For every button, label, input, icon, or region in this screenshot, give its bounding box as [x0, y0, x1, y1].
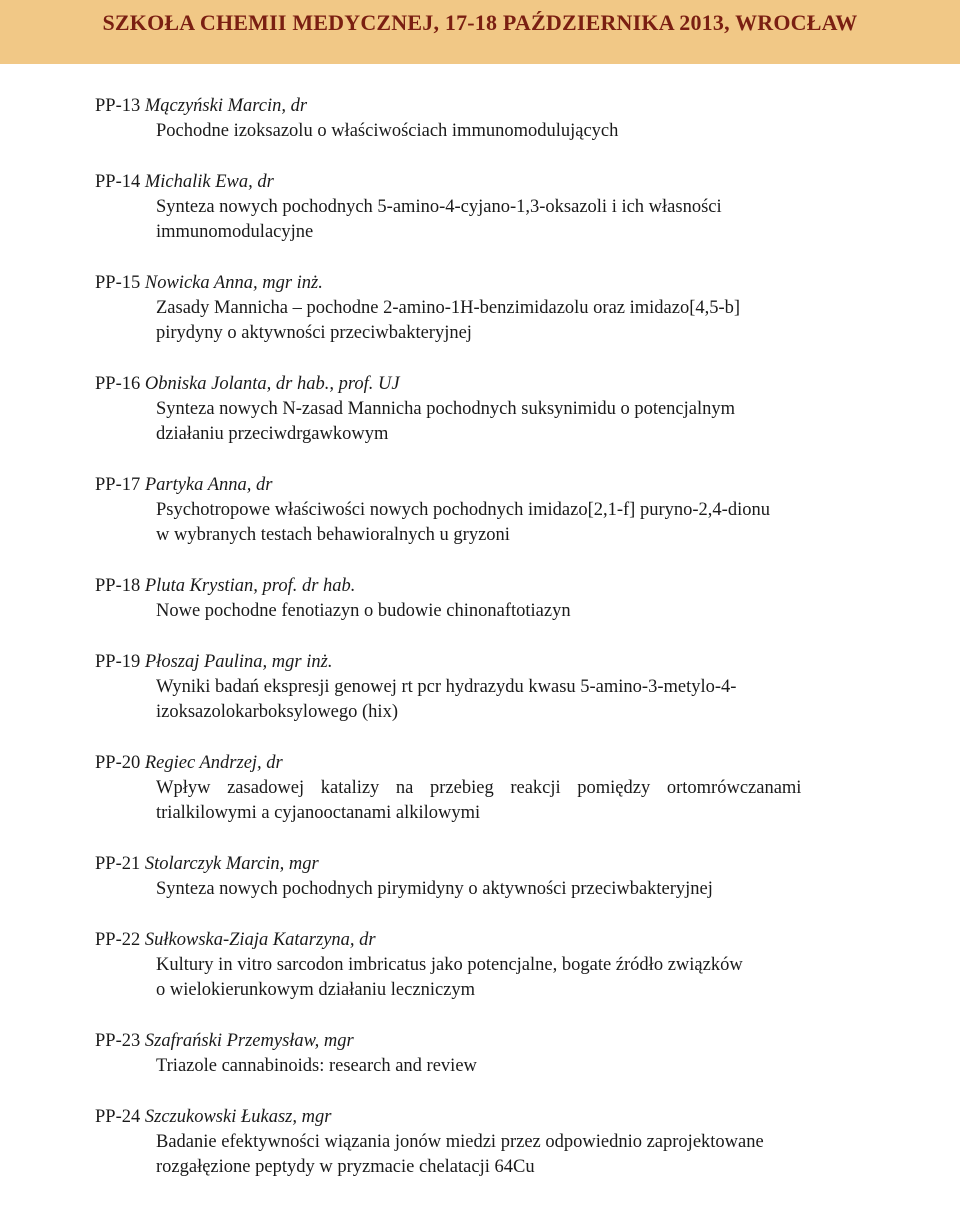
entry-code: PP-18 — [95, 576, 141, 596]
entry-author: Partyka Anna, dr — [144, 475, 273, 495]
entry-title-line: Wpływ zasadowej katalizy na przebieg reakcji pomiędzy ortomrówczanami — [156, 778, 802, 798]
entry-author: Szafrański Przemysław, mgr — [144, 1031, 354, 1051]
entry-code: PP-15 — [95, 273, 141, 293]
entry-title-line: o wielokierunkowym działaniu leczniczym — [156, 980, 476, 1000]
list-item — [95, 1029, 885, 1079]
page-title: SZKOŁA CHEMII MEDYCZNEJ, 17-18 PAŹDZIERNIKA 2013, WROCŁAW — [102, 10, 858, 35]
entry-title-line: immunomodulacyjne — [156, 222, 314, 242]
entry-title — [156, 599, 885, 624]
entry-title — [156, 877, 885, 902]
entry-title-line: Synteza nowych N-zasad Mannicha pochodnych suksynimidu o potencjalnym — [156, 399, 736, 419]
entry-title-line: rozgałęzione peptydy w pryzmacie chelatacji 64Cu — [156, 1157, 535, 1177]
entry-code: PP-16 — [95, 374, 141, 394]
entry-title — [156, 1054, 885, 1079]
entry-title — [156, 498, 885, 548]
entry-author: Nowicka Anna, mgr inż. — [144, 273, 323, 293]
entry-title — [156, 675, 885, 725]
entry-author: Sułkowska-Ziaja Katarzyna, dr — [144, 930, 376, 950]
list-item — [95, 372, 885, 447]
list-item — [95, 1105, 885, 1180]
entry-title-line: Nowe pochodne fenotiazyn o budowie chinonaftotiazyn — [156, 601, 571, 621]
entry-title — [156, 397, 885, 447]
entry-author: Michalik Ewa, dr — [144, 172, 274, 192]
entry-code: PP-23 — [95, 1031, 141, 1051]
entry-code: PP-21 — [95, 854, 141, 874]
entry-title-line: trialkilowymi a cyjanooctanami alkilowymi — [156, 803, 481, 823]
entry-title-line: działaniu przeciwdrgawkowym — [156, 424, 389, 444]
list-item — [95, 852, 885, 902]
list-item — [95, 751, 885, 826]
entry-title-line: pirydyny o aktywności przeciwbakteryjnej — [156, 323, 472, 343]
entry-title — [156, 1130, 885, 1180]
entry-title-line: Kultury in vitro sarcodon imbricatus jako potencjalne, bogate źródło związków — [156, 955, 743, 975]
entry-title-line: Badanie efektywności wiązania jonów miedzi przez odpowiednio zaprojektowane — [156, 1132, 764, 1152]
abstract-list — [95, 94, 885, 1206]
entry-title-line: w wybranych testach behawioralnych u gryzoni — [156, 525, 510, 545]
entry-title-line: izoksazolokarboksylowego (hix) — [156, 702, 398, 722]
entry-title-line: Psychotropowe właściwości nowych pochodnych imidazo[2,1-f] puryno-2,4-dionu — [156, 500, 770, 520]
list-item — [95, 473, 885, 548]
entry-code: PP-13 — [95, 96, 141, 116]
entry-title-line: Triazole cannabinoids: research and review — [156, 1056, 477, 1076]
header-banner — [0, 0, 960, 64]
entry-title — [156, 119, 885, 144]
list-item — [95, 928, 885, 1003]
entry-title-line: Pochodne izoksazolu o właściwościach immunomodulujących — [156, 121, 619, 141]
entry-author: Regiec Andrzej, dr — [144, 753, 283, 773]
entry-code: PP-24 — [95, 1107, 141, 1127]
entry-code: PP-20 — [95, 753, 141, 773]
entry-title-line: Zasady Mannicha – pochodne 2-amino-1H-benzimidazolu oraz imidazo[4,5-b] — [156, 298, 741, 318]
list-item — [95, 271, 885, 346]
entry-title — [156, 776, 885, 826]
entry-title-line: Wyniki badań ekspresji genowej rt pcr hydrazydu kwasu 5-amino-3-metylo-4- — [156, 677, 737, 697]
entry-author: Obniska Jolanta, dr hab., prof. UJ — [144, 374, 400, 394]
entry-author: Szczukowski Łukasz, mgr — [144, 1107, 332, 1127]
entry-title — [156, 296, 885, 346]
list-item — [95, 650, 885, 725]
entry-author: Płoszaj Paulina, mgr inż. — [144, 652, 333, 672]
entry-author: Pluta Krystian, prof. dr hab. — [144, 576, 356, 596]
entry-code: PP-22 — [95, 930, 141, 950]
entry-code: PP-14 — [95, 172, 141, 192]
entry-title — [156, 953, 885, 1003]
entry-author: Stolarczyk Marcin, mgr — [144, 854, 319, 874]
list-item — [95, 574, 885, 624]
entry-title-line: Synteza nowych pochodnych 5-amino-4-cyjano-1,3-oksazoli i ich własności — [156, 197, 722, 217]
list-item — [95, 94, 885, 144]
entry-code: PP-17 — [95, 475, 141, 495]
list-item — [95, 170, 885, 245]
entry-code: PP-19 — [95, 652, 141, 672]
entry-title-line: Synteza nowych pochodnych pirymidyny o aktywności przeciwbakteryjnej — [156, 879, 713, 899]
entry-title — [156, 195, 885, 245]
entry-author: Mączyński Marcin, dr — [144, 96, 308, 116]
